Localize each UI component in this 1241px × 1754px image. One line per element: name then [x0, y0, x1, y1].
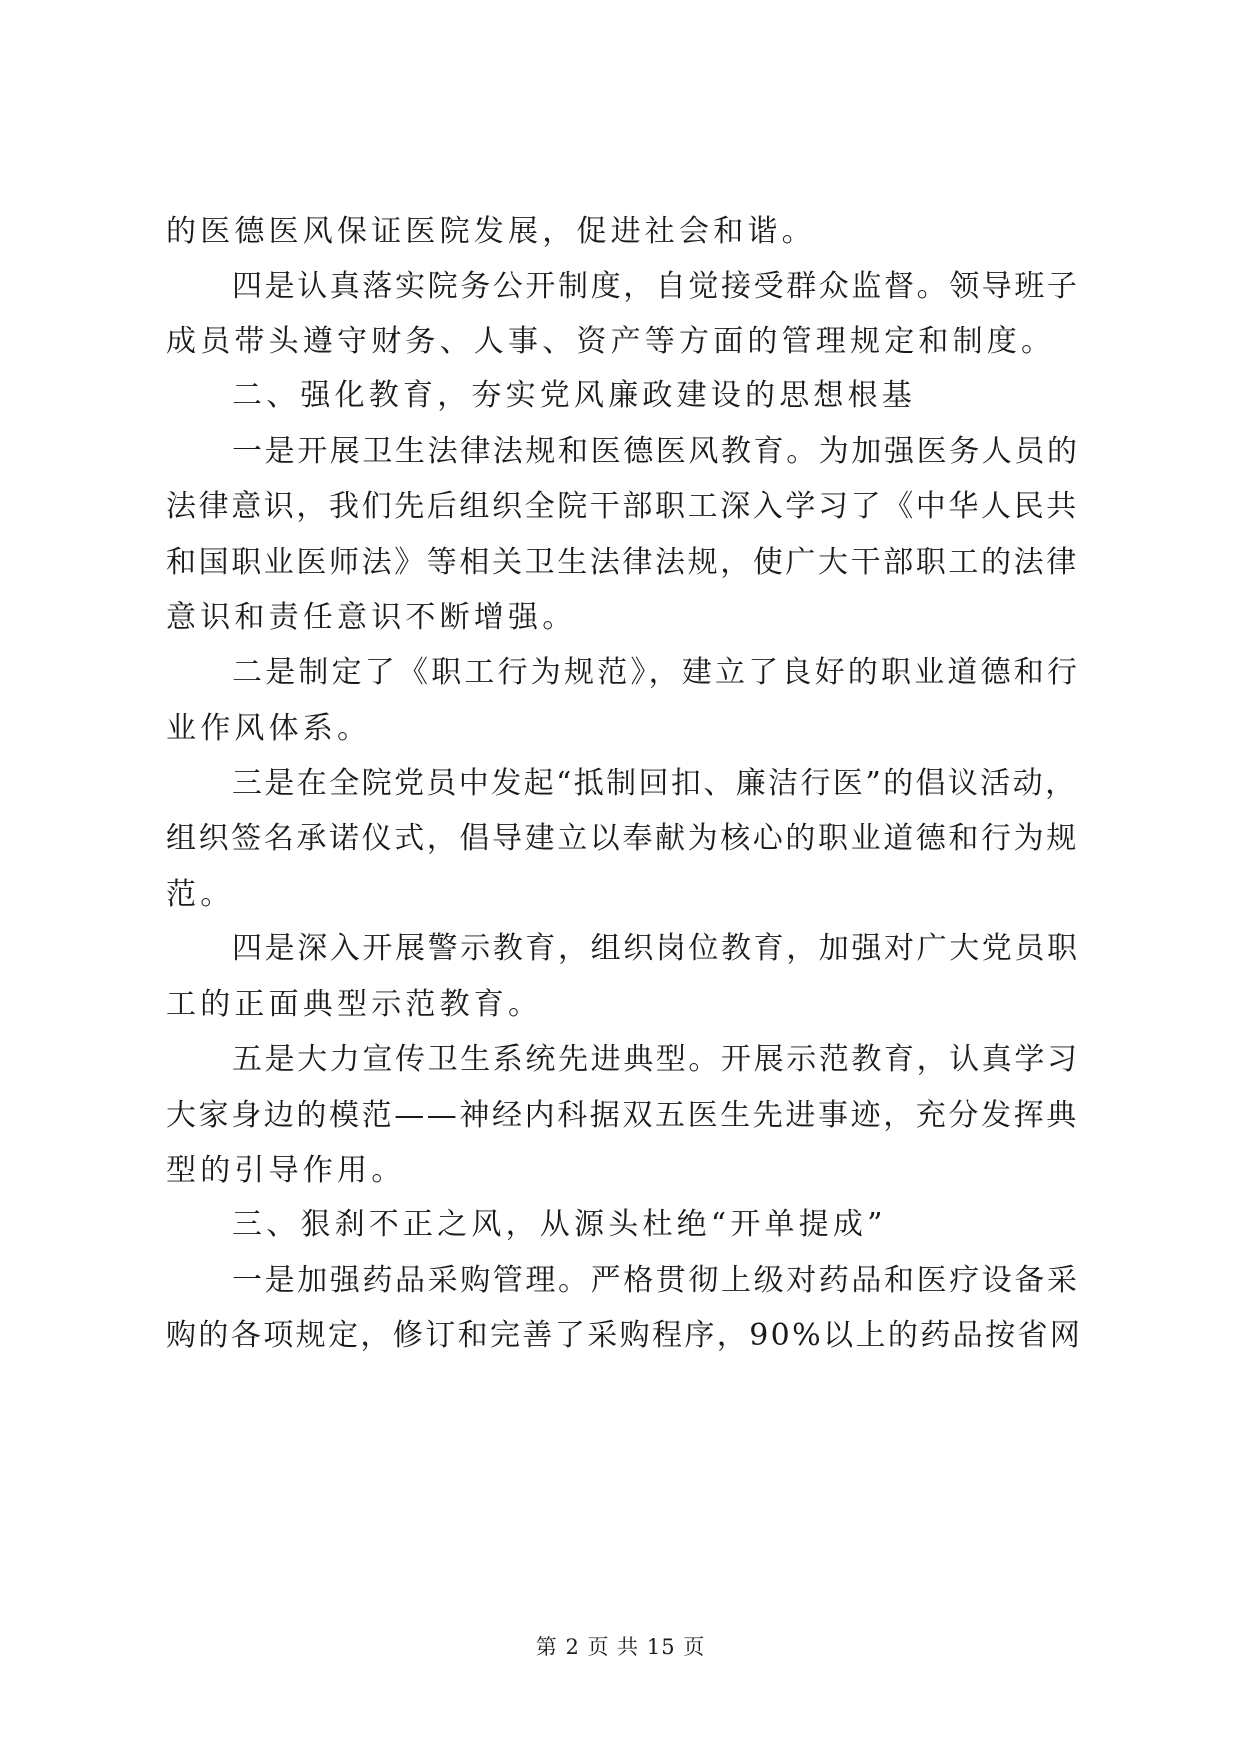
text-line: 五是大力宣传卫生系统先进典型。开展示范教育，认真学习 — [232, 1042, 1080, 1077]
text-line: 大家身边的模范——神经内科据双五医生先进事迹，充分发挥典 — [166, 1098, 1079, 1133]
text-line: 三是在全院党员中发起“抵制回扣、廉洁行医”的倡议活动， — [232, 766, 1078, 801]
page-number-footer: 第 2 页 共 15 页 — [535, 1635, 706, 1659]
text-line: 一是加强药品采购管理。严格贯彻上级对药品和医疗设备采 — [232, 1263, 1080, 1298]
text-line: 工的正面典型示范教育。 — [166, 987, 543, 1022]
text-line: 四是深入开展警示教育，组织岗位教育，加强对广大党员职 — [232, 931, 1080, 966]
text-line: 业作风体系。 — [166, 711, 372, 746]
text-line: 的医德医风保证医院发展，促进社会和谐。 — [166, 214, 816, 249]
text-line: 购的各项规定，修订和完善了采购程序，90%以上的药品按省网 — [166, 1318, 1083, 1353]
text-line: 四是认真落实院务公开制度，自觉接受群众监督。领导班子 — [232, 269, 1080, 304]
text-line: 二是制定了《职工行为规范》，建立了良好的职业道德和行 — [232, 655, 1081, 690]
text-line: 一是开展卫生法律法规和医德医风教育。为加强医务人员的 — [232, 434, 1080, 469]
text-line: 意识和责任意识不断增强。 — [166, 600, 577, 635]
text-line: 范。 — [166, 877, 235, 912]
text-line: 型的引导作用。 — [166, 1153, 406, 1188]
section-heading: 三、狠刹不正之风，从源头杜绝“开单提成” — [232, 1207, 887, 1242]
text-line: 和国职业医师法》等相关卫生法律法规，使广大干部职工的法律 — [166, 545, 1079, 580]
text-line: 成员带头遵守财务、人事、资产等方面的管理规定和制度。 — [166, 324, 1056, 359]
text-line: 组织签名承诺仪式，倡导建立以奉献为核心的职业道德和行为规 — [166, 821, 1079, 856]
text-line: 法律意识，我们先后组织全院干部职工深入学习了《中华人民共 — [166, 489, 1079, 524]
section-heading: 二、强化教育，夯实党风廉政建设的思想根基 — [232, 378, 916, 413]
